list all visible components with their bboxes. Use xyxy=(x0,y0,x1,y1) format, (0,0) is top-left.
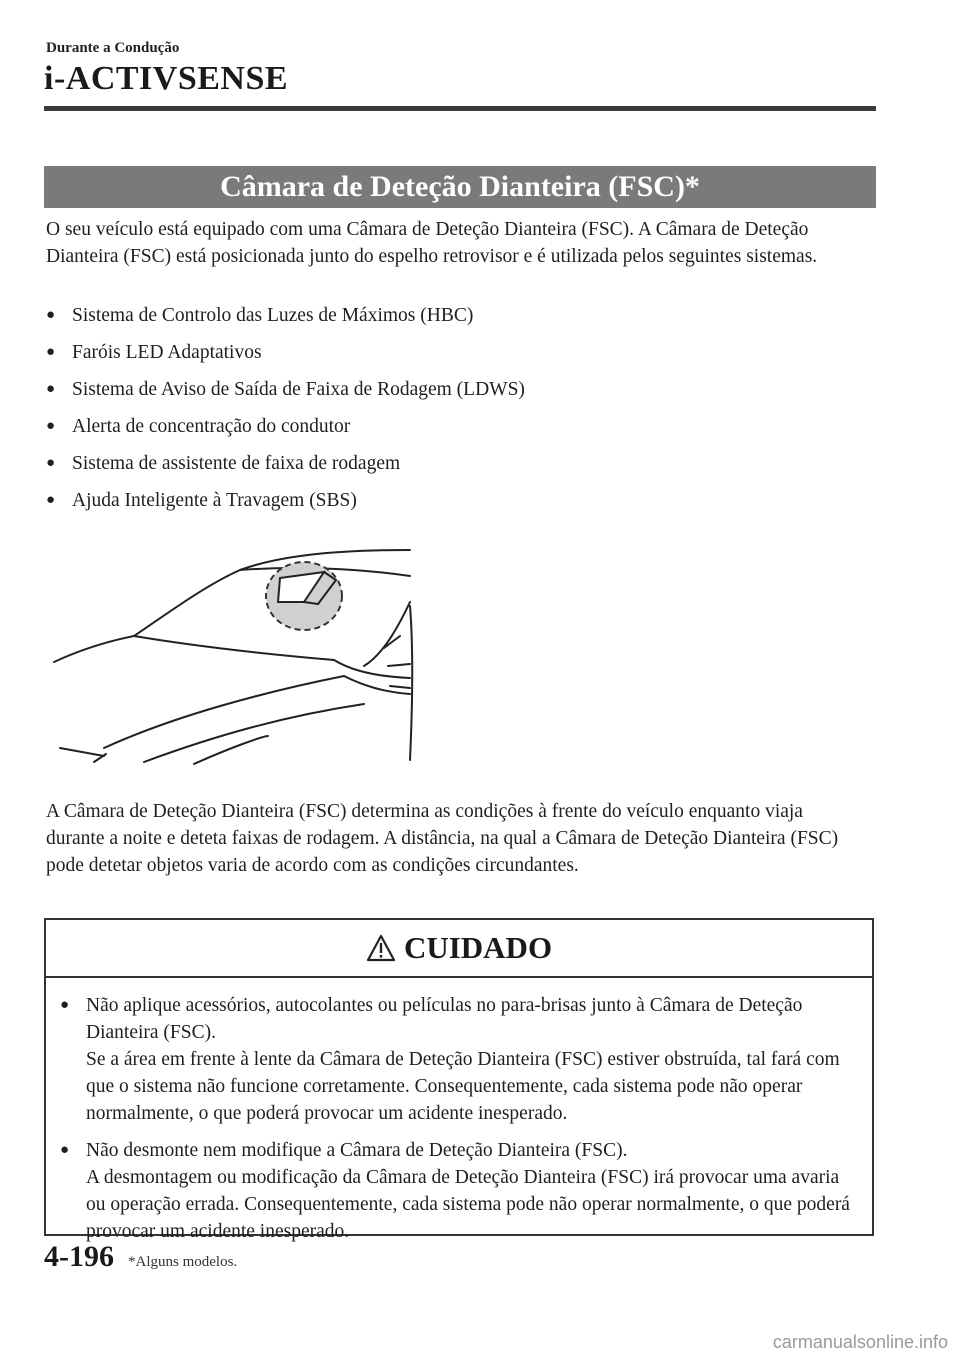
bullet-icon: ● xyxy=(46,455,56,471)
running-header-section: Durante a Condução xyxy=(46,40,180,56)
description-paragraph: A Câmara de Deteção Dianteira (FSC) determina as condições à frente do veículo enquanto viaja durante a noite e deteta faixas de rodagem. A distância, na qual a Câmara de Deteção Dianteira (FSC) pode detetar objetos varia de acordo com as condições circundantes. xyxy=(46,801,839,876)
page-number: 4-196 xyxy=(44,1240,114,1273)
bullet-icon: ● xyxy=(46,307,56,323)
windshield-camera-illustration xyxy=(44,536,424,772)
running-header-title: i-ACTIVSENSE xyxy=(44,60,289,97)
systems-list xyxy=(46,302,525,524)
bullet-icon: ● xyxy=(46,381,56,397)
caution-header xyxy=(46,920,872,978)
list-item: ● Sistema de Controlo das Luzes de Máximos (HBC) xyxy=(46,302,525,339)
list-item: ● Alerta de concentração do condutor xyxy=(46,413,525,450)
bullet-icon: ● xyxy=(60,1142,70,1158)
footnote: *Alguns modelos. xyxy=(128,1254,238,1270)
caution-title: CUIDADO xyxy=(403,930,553,965)
caution-list xyxy=(46,978,872,1245)
list-item: ● Faróis LED Adaptativos xyxy=(46,339,525,376)
header-divider xyxy=(44,106,876,111)
bullet-icon: ● xyxy=(60,997,70,1013)
list-item: ● Ajuda Inteligente à Travagem (SBS) xyxy=(46,487,525,524)
bullet-icon: ● xyxy=(46,492,56,508)
warning-triangle-icon xyxy=(366,934,396,962)
intro-paragraph: O seu veículo está equipado com uma Câmara de Deteção Dianteira (FSC). A Câmara de Deteção Dianteira (FSC) está posicionada junto do espelho retrovisor e é utilizada pelos seguintes sistemas. xyxy=(46,219,818,267)
list-item: ● Não desmonte nem modifique a Câmara de Deteção Dianteira (FSC). A desmontagem ou modificação da Câmara de Deteção Dianteira (FSC) irá provocar uma avaria ou operação errada. Consequentemente, cada sistema pode não operar normalmente, o que poderá provocar um acidente inesperado. xyxy=(60,1137,858,1245)
section-title: Câmara de Deteção Dianteira (FSC)* xyxy=(44,166,876,208)
bullet-icon: ● xyxy=(46,344,56,360)
list-item: ● Sistema de Aviso de Saída de Faixa de Rodagem (LDWS) xyxy=(46,376,525,413)
list-item: ● Sistema de assistente de faixa de rodagem xyxy=(46,450,525,487)
watermark: carmanualsonline.info xyxy=(772,1332,948,1352)
list-item: ● Não aplique acessórios, autocolantes ou películas no para-brisas junto à Câmara de Deteção Dianteira (FSC). Se a área em frente à lente da Câmara de Deteção Dianteira (FSC) estiver obstruída, tal fará com que o sistema não funcione corretamente. Consequentemente, cada sistema pode não operar normalmente, o que poderá provocar um acidente inesperado. xyxy=(60,992,858,1127)
caution-box xyxy=(44,918,874,1242)
bullet-icon: ● xyxy=(46,418,56,434)
